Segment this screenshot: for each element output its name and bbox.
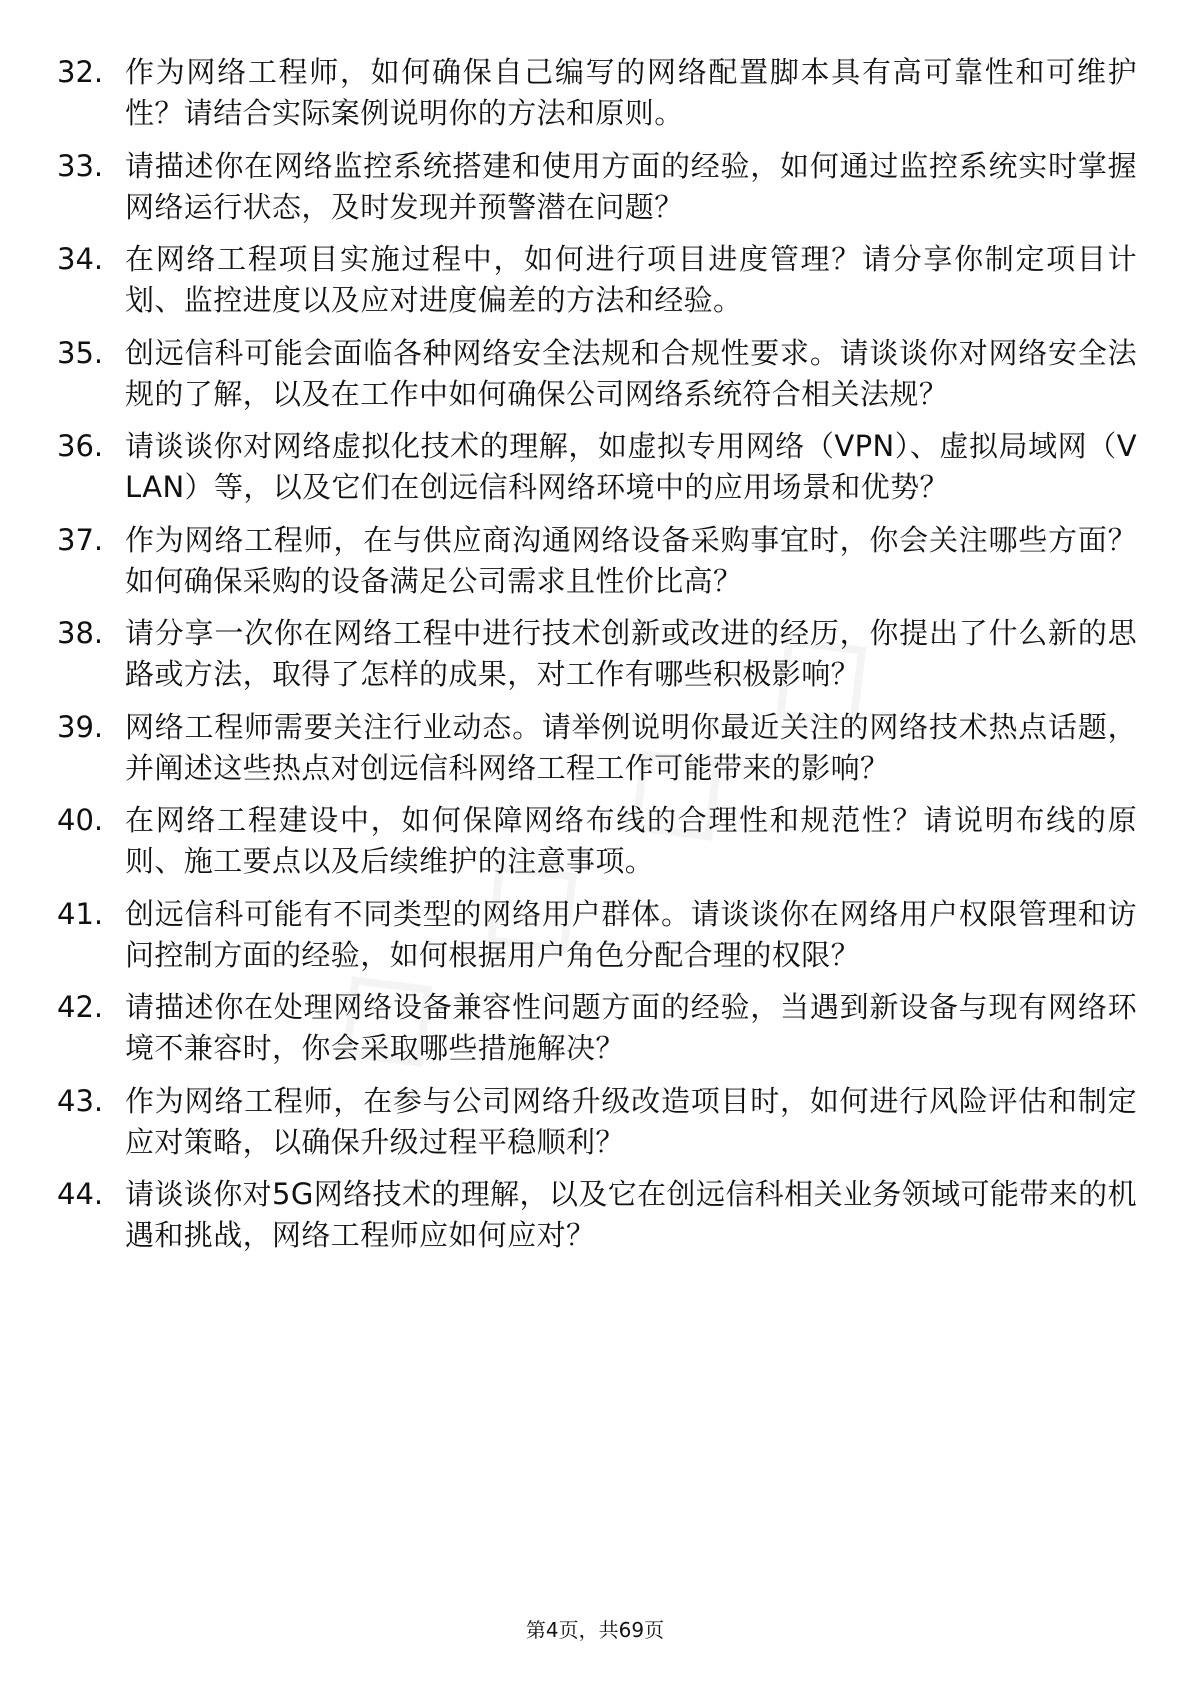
page-number-label: 第4页，共69页 (525, 1618, 665, 1642)
question-text: 请分享一次你在网络工程中进行技术创新或改进的经历，你提出了什么新的思路或方法，取得了怎样的成果，对工作有哪些积极影响？ (125, 616, 1137, 691)
question-item (57, 239, 1137, 321)
question-item (57, 987, 1137, 1069)
question-item (57, 894, 1137, 976)
question-text: 作为网络工程师，在参与公司网络升级改造项目时，如何进行风险评估和制定应对策略，以确保升级过程平稳顺利？ (125, 1083, 1137, 1159)
question-item (57, 146, 1137, 228)
question-item (57, 1081, 1137, 1163)
question-item (57, 800, 1137, 882)
question-number: 43. (57, 1083, 104, 1118)
page-footer (0, 1616, 1190, 1644)
question-number: 42. (57, 990, 104, 1024)
question-text: 请描述你在网络监控系统搭建和使用方面的经验，如何通过监控系统实时掌握网络运行状态，及时发现并预警潜在问题？ (125, 148, 1137, 224)
question-list (57, 52, 1137, 1268)
question-text: 作为网络工程师，在与供应商沟通网络设备采购事宜时，你会关注哪些方面？如何确保采购的设备满足公司需求且性价比高？ (125, 522, 1137, 598)
question-text: 网络工程师需要关注行业动态。请举例说明你最近关注的网络技术热点话题，并阐述这些热点对创远信科网络工程工作可能带来的影响？ (125, 709, 1137, 785)
question-text: 作为网络工程师，如何确保自己编写的网络配置脚本具有高可靠性和可维护性？请结合实际案例说明你的方法和原则。 (125, 55, 1137, 130)
question-text: 请谈谈你对5G网络技术的理解，以及它在创远信科相关业务领域可能带来的机遇和挑战，网络工程师应如何应对？ (125, 1177, 1137, 1252)
question-number: 44. (57, 1177, 104, 1211)
question-number: 33. (57, 148, 104, 183)
question-number: 36. (57, 429, 104, 463)
question-item (57, 707, 1137, 789)
question-number: 34. (57, 242, 104, 276)
question-text: 在网络工程建设中，如何保障网络布线的合理性和规范性？请说明布线的原则、施工要点以及后续维护的注意事项。 (125, 803, 1137, 878)
question-number: 40. (57, 803, 104, 837)
question-text: 请描述你在处理网络设备兼容性问题方面的经验，当遇到新设备与现有网络环境不兼容时，你会采取哪些措施解决？ (125, 990, 1137, 1065)
question-number: 37. (57, 522, 104, 557)
question-item (57, 426, 1137, 508)
question-item (57, 1174, 1137, 1256)
question-item (57, 52, 1137, 134)
question-item (57, 333, 1137, 415)
question-number: 35. (57, 335, 104, 370)
question-item (57, 613, 1137, 695)
question-number: 38. (57, 616, 104, 650)
question-text: 请谈谈你对网络虚拟化技术的理解，如虚拟专用网络（VPN）、虚拟局域网（VLAN）等，以及它们在创远信科网络环境中的应用场景和优势？ (125, 429, 1137, 504)
question-item (57, 520, 1137, 602)
question-text: 创远信科可能会面临各种网络安全法规和合规性要求。请谈谈你对网络安全法规的了解，以及在工作中如何确保公司网络系统符合相关法规？ (125, 335, 1137, 411)
question-number: 41. (57, 896, 104, 931)
question-number: 32. (57, 55, 104, 89)
question-text: 在网络工程项目实施过程中，如何进行项目进度管理？请分享你制定项目计划、监控进度以及应对进度偏差的方法和经验。 (125, 242, 1137, 317)
question-number: 39. (57, 709, 104, 744)
question-text: 创远信科可能有不同类型的网络用户群体。请谈谈你在网络用户权限管理和访问控制方面的经验，如何根据用户角色分配合理的权限？ (125, 896, 1137, 972)
